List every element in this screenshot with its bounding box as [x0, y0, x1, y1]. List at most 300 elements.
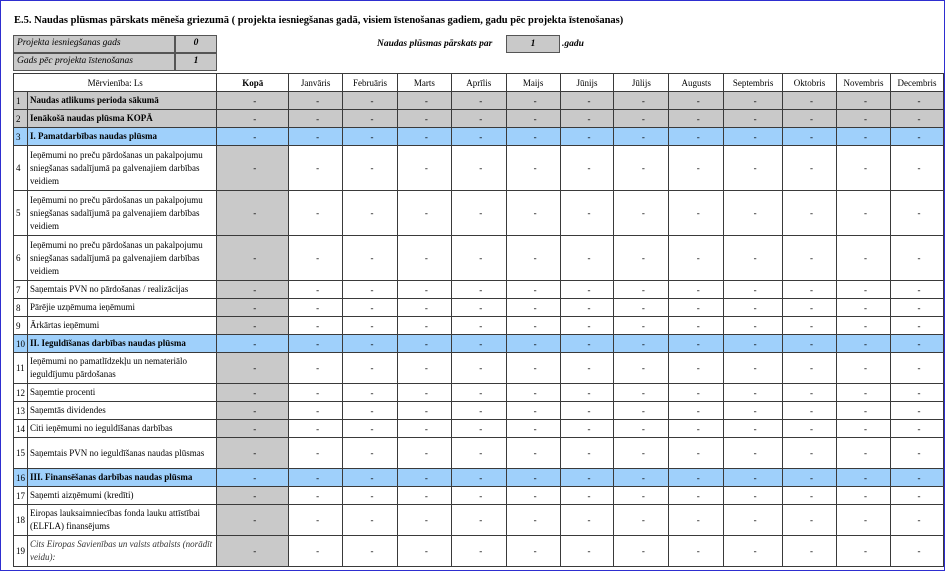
month-cell[interactable]: - — [506, 317, 560, 335]
month-cell[interactable]: - — [614, 487, 669, 505]
month-cell[interactable]: - — [506, 505, 560, 536]
table-row — [14, 402, 944, 420]
month-cell[interactable]: - — [837, 384, 891, 402]
month-cell[interactable]: - — [724, 487, 783, 505]
table-row — [14, 353, 944, 384]
month-cell[interactable]: - — [560, 469, 614, 487]
month-cell[interactable]: - — [289, 469, 343, 487]
month-cell[interactable]: - — [506, 236, 560, 281]
month-header: Oktobris — [783, 74, 837, 92]
month-cell[interactable]: - — [397, 536, 451, 567]
month-cell[interactable]: - — [506, 146, 560, 191]
month-header: Janvāris — [289, 74, 343, 92]
month-cell[interactable]: - — [614, 353, 669, 384]
month-cell[interactable]: - — [506, 438, 560, 469]
month-cell[interactable]: - — [451, 469, 506, 487]
month-cell[interactable]: - — [343, 469, 398, 487]
row-number: 14 — [14, 420, 28, 438]
month-cell[interactable]: - — [837, 353, 891, 384]
month-cell[interactable]: - — [890, 384, 943, 402]
month-cell[interactable]: - — [614, 92, 669, 110]
month-cell[interactable]: - — [724, 299, 783, 317]
month-cell[interactable]: - — [837, 299, 891, 317]
month-cell[interactable]: - — [890, 420, 943, 438]
month-cell[interactable]: - — [506, 353, 560, 384]
month-cell[interactable]: - — [451, 384, 506, 402]
month-header: Jūlijs — [614, 74, 669, 92]
month-cell[interactable]: - — [289, 146, 343, 191]
month-cell[interactable]: - — [890, 536, 943, 567]
month-cell[interactable]: - — [560, 317, 614, 335]
row-number: 6 — [14, 236, 28, 281]
month-cell[interactable]: - — [783, 110, 837, 128]
month-cell[interactable]: - — [397, 110, 451, 128]
month-cell[interactable]: - — [837, 128, 891, 146]
month-cell[interactable]: - — [451, 402, 506, 420]
row-label: Saņemtais PVN no ieguldīšanas naudas plūsmas — [28, 438, 217, 469]
month-cell[interactable]: - — [397, 299, 451, 317]
month-cell[interactable]: - — [397, 384, 451, 402]
month-cell[interactable]: - — [837, 281, 891, 299]
month-cell[interactable]: - — [343, 281, 398, 299]
month-cell[interactable]: - — [343, 420, 398, 438]
row-label: Ieņēmumi no preču pārdošanas un pakalpojumu sniegšanas sadalījumā pa galvenajiem darbības veidiem — [28, 146, 217, 191]
row-number: 7 — [14, 281, 28, 299]
month-cell[interactable]: - — [669, 146, 724, 191]
month-cell[interactable]: - — [343, 128, 398, 146]
month-cell[interactable]: - — [614, 384, 669, 402]
total-cell[interactable]: - — [217, 353, 289, 384]
table-row — [14, 420, 944, 438]
month-cell[interactable]: - — [669, 438, 724, 469]
month-cell[interactable]: - — [560, 191, 614, 236]
month-header: Jūnijs — [560, 74, 614, 92]
total-cell[interactable]: - — [217, 92, 289, 110]
month-cell[interactable]: - — [724, 469, 783, 487]
month-cell[interactable]: - — [289, 487, 343, 505]
param-value-submission-year[interactable]: 0 — [175, 35, 217, 53]
row-label: Eiropas lauksaimniecības fonda lauku attīstībai (ELFLA) finansējums — [28, 505, 217, 536]
month-cell[interactable]: - — [343, 335, 398, 353]
month-cell[interactable]: - — [397, 146, 451, 191]
month-cell[interactable]: - — [506, 110, 560, 128]
month-cell[interactable]: - — [397, 92, 451, 110]
month-cell[interactable]: - — [669, 236, 724, 281]
month-cell[interactable]: - — [724, 92, 783, 110]
month-cell[interactable]: - — [397, 505, 451, 536]
month-header: Februāris — [343, 74, 398, 92]
month-cell[interactable]: - — [783, 335, 837, 353]
month-cell[interactable]: - — [837, 146, 891, 191]
total-cell[interactable]: - — [217, 384, 289, 402]
month-cell[interactable]: - — [890, 505, 943, 536]
month-cell[interactable]: - — [343, 438, 398, 469]
month-cell[interactable]: - — [506, 402, 560, 420]
month-cell[interactable]: - — [560, 384, 614, 402]
month-cell[interactable]: - — [724, 317, 783, 335]
month-cell[interactable]: - — [397, 191, 451, 236]
total-cell[interactable]: - — [217, 438, 289, 469]
total-cell[interactable]: - — [217, 236, 289, 281]
month-cell[interactable]: - — [890, 402, 943, 420]
month-cell[interactable]: - — [451, 487, 506, 505]
month-cell[interactable]: - — [890, 353, 943, 384]
month-cell[interactable]: - — [837, 438, 891, 469]
month-cell[interactable]: - — [506, 420, 560, 438]
month-cell[interactable]: - — [289, 353, 343, 384]
month-cell[interactable]: - — [614, 469, 669, 487]
total-header: Kopā — [217, 74, 289, 92]
table-row — [14, 110, 944, 128]
month-cell[interactable]: - — [289, 110, 343, 128]
month-cell[interactable]: - — [397, 281, 451, 299]
month-cell[interactable]: - — [451, 191, 506, 236]
month-header: Septembris — [724, 74, 783, 92]
month-cell[interactable]: - — [506, 299, 560, 317]
table-row — [14, 505, 944, 536]
month-cell[interactable]: - — [560, 402, 614, 420]
month-cell[interactable]: - — [614, 236, 669, 281]
month-cell[interactable]: - — [397, 487, 451, 505]
month-cell[interactable]: - — [783, 353, 837, 384]
month-cell[interactable]: - — [669, 469, 724, 487]
month-cell[interactable]: - — [289, 281, 343, 299]
month-cell[interactable]: - — [724, 236, 783, 281]
month-cell[interactable]: - — [837, 487, 891, 505]
month-cell[interactable]: - — [451, 536, 506, 567]
month-cell[interactable]: - — [669, 402, 724, 420]
month-cell[interactable]: - — [890, 236, 943, 281]
month-cell[interactable]: - — [560, 505, 614, 536]
month-cell[interactable]: - — [506, 384, 560, 402]
table-row — [14, 335, 944, 353]
row-number: 12 — [14, 384, 28, 402]
month-cell[interactable]: - — [560, 92, 614, 110]
month-cell[interactable]: - — [890, 469, 943, 487]
month-cell[interactable]: - — [890, 110, 943, 128]
month-cell[interactable]: - — [289, 402, 343, 420]
month-cell[interactable]: - — [289, 299, 343, 317]
month-cell[interactable]: - — [506, 191, 560, 236]
row-number: 13 — [14, 402, 28, 420]
month-cell[interactable]: - — [837, 110, 891, 128]
month-cell[interactable]: - — [289, 317, 343, 335]
month-cell[interactable]: - — [669, 487, 724, 505]
total-cell[interactable]: - — [217, 335, 289, 353]
month-cell[interactable]: - — [783, 191, 837, 236]
month-cell[interactable]: - — [397, 469, 451, 487]
month-cell[interactable]: - — [289, 335, 343, 353]
month-cell[interactable]: - — [560, 236, 614, 281]
month-cell[interactable]: - — [560, 281, 614, 299]
month-cell[interactable]: - — [506, 536, 560, 567]
month-cell[interactable]: - — [724, 281, 783, 299]
month-cell[interactable]: - — [289, 536, 343, 567]
month-header: Augusts — [669, 74, 724, 92]
month-cell[interactable]: - — [724, 384, 783, 402]
month-cell[interactable]: - — [614, 128, 669, 146]
month-cell[interactable]: - — [343, 536, 398, 567]
month-cell[interactable]: - — [669, 128, 724, 146]
month-cell[interactable]: - — [837, 317, 891, 335]
month-cell[interactable]: - — [669, 92, 724, 110]
total-cell[interactable]: - — [217, 402, 289, 420]
month-cell[interactable]: - — [890, 146, 943, 191]
month-cell[interactable]: - — [289, 384, 343, 402]
month-cell[interactable]: - — [614, 191, 669, 236]
month-cell[interactable]: - — [560, 299, 614, 317]
row-number: 9 — [14, 317, 28, 335]
month-cell[interactable]: - — [724, 335, 783, 353]
month-cell[interactable]: - — [289, 438, 343, 469]
month-cell[interactable]: - — [451, 128, 506, 146]
month-cell[interactable]: - — [451, 110, 506, 128]
month-cell[interactable]: - — [343, 402, 398, 420]
month-cell[interactable]: - — [451, 92, 506, 110]
month-cell[interactable]: - — [451, 299, 506, 317]
month-cell[interactable]: - — [451, 335, 506, 353]
row-number: 18 — [14, 505, 28, 536]
total-cell[interactable]: - — [217, 110, 289, 128]
month-cell[interactable]: - — [343, 110, 398, 128]
month-cell[interactable]: - — [560, 335, 614, 353]
month-cell[interactable]: - — [890, 335, 943, 353]
period-label: Naudas plūsmas pārskats par — [377, 39, 493, 49]
month-cell[interactable]: - — [614, 420, 669, 438]
month-cell[interactable]: - — [669, 299, 724, 317]
month-cell[interactable]: - — [397, 335, 451, 353]
month-cell[interactable]: - — [783, 281, 837, 299]
total-cell[interactable]: - — [217, 487, 289, 505]
month-header: Novembris — [837, 74, 891, 92]
month-cell[interactable]: - — [451, 505, 506, 536]
month-cell[interactable]: - — [560, 353, 614, 384]
month-cell[interactable]: - — [837, 505, 891, 536]
month-cell[interactable]: - — [289, 128, 343, 146]
month-cell[interactable]: - — [397, 353, 451, 384]
row-number: 16 — [14, 469, 28, 487]
month-cell[interactable]: - — [890, 317, 943, 335]
month-cell[interactable]: - — [343, 236, 398, 281]
month-cell[interactable]: - — [783, 236, 837, 281]
total-cell[interactable]: - — [217, 191, 289, 236]
month-cell[interactable]: - — [783, 402, 837, 420]
total-cell[interactable]: - — [217, 299, 289, 317]
month-cell[interactable]: - — [724, 402, 783, 420]
month-cell[interactable]: - — [724, 191, 783, 236]
month-cell[interactable]: - — [783, 299, 837, 317]
month-cell[interactable]: - — [614, 402, 669, 420]
month-cell[interactable]: - — [837, 536, 891, 567]
month-cell[interactable]: - — [783, 536, 837, 567]
month-cell[interactable]: - — [614, 438, 669, 469]
month-cell[interactable]: - — [890, 438, 943, 469]
month-cell[interactable]: - — [397, 236, 451, 281]
month-cell[interactable]: - — [506, 92, 560, 110]
month-cell[interactable]: - — [890, 281, 943, 299]
row-label: Ārkārtas ieņēmumi — [28, 317, 217, 335]
month-cell[interactable]: - — [397, 128, 451, 146]
month-cell[interactable]: - — [560, 128, 614, 146]
month-cell[interactable]: - — [451, 236, 506, 281]
table-row — [14, 281, 944, 299]
month-cell[interactable]: - — [397, 317, 451, 335]
month-cell[interactable]: - — [560, 146, 614, 191]
month-cell[interactable]: - — [724, 438, 783, 469]
row-number: 4 — [14, 146, 28, 191]
month-cell[interactable]: - — [451, 420, 506, 438]
month-cell[interactable]: - — [343, 146, 398, 191]
month-cell[interactable]: - — [614, 110, 669, 128]
month-cell[interactable]: - — [724, 110, 783, 128]
table-body — [14, 92, 944, 567]
month-cell[interactable]: - — [289, 505, 343, 536]
table-header-row — [14, 74, 944, 92]
month-cell[interactable]: - — [343, 384, 398, 402]
total-cell[interactable]: - — [217, 146, 289, 191]
month-cell[interactable]: - — [451, 353, 506, 384]
month-cell[interactable]: - — [837, 92, 891, 110]
unit-header: Mērvienība: Ls — [14, 74, 217, 92]
month-cell[interactable]: - — [837, 335, 891, 353]
total-cell[interactable]: - — [217, 536, 289, 567]
month-cell[interactable]: - — [669, 353, 724, 384]
month-cell[interactable]: - — [343, 92, 398, 110]
month-cell[interactable]: - — [451, 281, 506, 299]
table-row — [14, 92, 944, 110]
month-cell[interactable]: - — [343, 299, 398, 317]
month-cell[interactable]: - — [614, 317, 669, 335]
month-cell[interactable]: - — [837, 191, 891, 236]
month-cell[interactable]: - — [783, 146, 837, 191]
month-cell[interactable]: - — [724, 128, 783, 146]
month-cell[interactable]: - — [890, 191, 943, 236]
month-cell[interactable]: - — [560, 110, 614, 128]
month-cell[interactable]: - — [289, 92, 343, 110]
month-cell[interactable]: - — [506, 335, 560, 353]
month-cell[interactable]: - — [343, 487, 398, 505]
month-cell[interactable]: - — [783, 487, 837, 505]
month-cell[interactable]: - — [506, 281, 560, 299]
row-number: 2 — [14, 110, 28, 128]
month-cell[interactable]: - — [783, 317, 837, 335]
row-label: III. Finansēšanas darbības naudas plūsma — [28, 469, 217, 487]
row-label: Saņemtās dividendes — [28, 402, 217, 420]
month-cell[interactable]: - — [783, 128, 837, 146]
month-cell[interactable]: - — [783, 420, 837, 438]
month-cell[interactable]: - — [783, 469, 837, 487]
month-cell[interactable]: - — [614, 335, 669, 353]
row-label: Ieņēmumi no preču pārdošanas un pakalpojumu sniegšanas sadalījumā pa galvenajiem darbības veidiem — [28, 236, 217, 281]
row-label: Pārējie uzņēmuma ieņēmumi — [28, 299, 217, 317]
table-row — [14, 299, 944, 317]
month-cell[interactable]: - — [890, 299, 943, 317]
month-cell[interactable]: - — [783, 384, 837, 402]
total-cell[interactable]: - — [217, 128, 289, 146]
param-value-post-year[interactable]: 1 — [175, 53, 217, 71]
month-cell[interactable]: - — [614, 536, 669, 567]
row-number: 19 — [14, 536, 28, 567]
month-cell[interactable]: - — [724, 505, 783, 536]
table-row — [14, 236, 944, 281]
month-cell[interactable]: - — [783, 505, 837, 536]
total-cell[interactable]: - — [217, 505, 289, 536]
month-cell[interactable]: - — [560, 420, 614, 438]
month-cell[interactable]: - — [837, 236, 891, 281]
month-cell[interactable]: - — [397, 420, 451, 438]
month-cell[interactable]: - — [343, 317, 398, 335]
month-cell[interactable]: - — [289, 236, 343, 281]
month-cell[interactable]: - — [397, 438, 451, 469]
total-cell[interactable]: - — [217, 420, 289, 438]
month-cell[interactable]: - — [614, 146, 669, 191]
row-number: 15 — [14, 438, 28, 469]
month-cell[interactable]: - — [451, 146, 506, 191]
month-cell[interactable]: - — [560, 487, 614, 505]
month-cell[interactable]: - — [724, 353, 783, 384]
month-cell[interactable]: - — [614, 281, 669, 299]
month-cell[interactable]: - — [783, 438, 837, 469]
month-cell[interactable]: - — [669, 110, 724, 128]
table-row — [14, 487, 944, 505]
row-label: Saņemtais PVN no pārdošanas / realizācijas — [28, 281, 217, 299]
month-cell[interactable]: - — [289, 420, 343, 438]
row-label: Ieņēmumi no pamatlīdzekļu un nemateriālo ieguldījumu pārdošanas — [28, 353, 217, 384]
month-cell[interactable]: - — [724, 420, 783, 438]
month-cell[interactable]: - — [614, 505, 669, 536]
month-cell[interactable]: - — [724, 146, 783, 191]
month-cell[interactable]: - — [506, 487, 560, 505]
month-cell[interactable]: - — [506, 469, 560, 487]
table-row — [14, 536, 944, 567]
month-cell[interactable]: - — [669, 335, 724, 353]
month-cell[interactable]: - — [451, 438, 506, 469]
month-cell[interactable]: - — [669, 191, 724, 236]
month-cell[interactable]: - — [343, 505, 398, 536]
month-cell[interactable]: - — [669, 317, 724, 335]
month-cell[interactable]: - — [837, 402, 891, 420]
total-cell[interactable]: - — [217, 317, 289, 335]
period-value[interactable]: 1 — [506, 35, 560, 53]
month-cell[interactable]: - — [837, 469, 891, 487]
month-cell[interactable]: - — [451, 317, 506, 335]
month-cell[interactable]: - — [669, 505, 724, 536]
table-row — [14, 191, 944, 236]
month-cell[interactable]: - — [783, 92, 837, 110]
month-cell[interactable]: - — [669, 281, 724, 299]
month-cell[interactable]: - — [890, 128, 943, 146]
month-cell[interactable]: - — [289, 191, 343, 236]
month-cell[interactable]: - — [890, 92, 943, 110]
month-cell[interactable]: - — [506, 128, 560, 146]
month-cell[interactable]: - — [669, 536, 724, 567]
month-cell[interactable]: - — [560, 536, 614, 567]
month-cell[interactable]: - — [724, 536, 783, 567]
month-cell[interactable]: - — [343, 191, 398, 236]
month-cell[interactable]: - — [837, 420, 891, 438]
total-cell[interactable]: - — [217, 281, 289, 299]
month-cell[interactable]: - — [614, 299, 669, 317]
month-cell[interactable]: - — [669, 384, 724, 402]
total-cell[interactable]: - — [217, 469, 289, 487]
month-cell[interactable]: - — [669, 420, 724, 438]
month-cell[interactable]: - — [560, 438, 614, 469]
month-cell[interactable]: - — [397, 402, 451, 420]
param-label-post-year: Gads pēc projekta īstenošanas — [13, 53, 175, 71]
month-cell[interactable]: - — [890, 487, 943, 505]
row-label: Saņemti aizņēmumi (kredīti) — [28, 487, 217, 505]
month-cell[interactable]: - — [343, 353, 398, 384]
